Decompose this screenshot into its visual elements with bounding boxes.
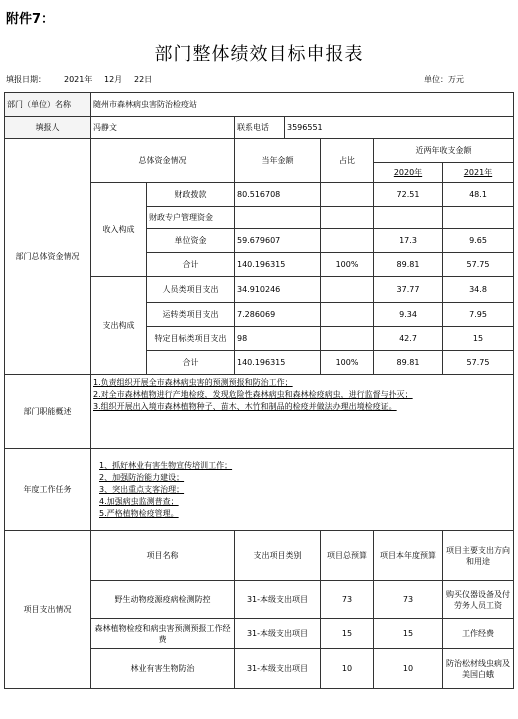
project-name: 森林植物检疫和病虫害预测预报工作经费 — [91, 619, 235, 649]
income-row-ratio — [321, 183, 374, 207]
tasks-content — [91, 449, 514, 531]
funds-col-ratio: 占比 — [321, 139, 374, 183]
dept-name-label: 部门（单位）名称 — [5, 93, 91, 117]
project-total: 15 — [321, 619, 374, 649]
projects-col-name: 项目名称 — [91, 531, 235, 581]
funds-section-label: 部门总体资金情况 — [5, 139, 91, 375]
task-line: 1、抓好林业有害生物宣传培训工作； — [99, 460, 233, 470]
projects-label: 项目支出情况 — [5, 531, 91, 689]
expense-row-2020: 42.7 — [374, 327, 443, 351]
phone-value: 3596551 — [285, 117, 514, 139]
task-line: 4.加强病虫监测普查； — [99, 496, 179, 506]
project-type: 31-本级支出项目 — [235, 649, 321, 689]
expense-row-2021: 34.8 — [443, 277, 514, 303]
page-title: 部门整体绩效目标申报表 — [154, 44, 364, 65]
income-row-2020 — [374, 207, 443, 229]
expense-row-2021: 15 — [443, 327, 514, 351]
project-use: 购买仪器设备及付劳务人员工资 — [443, 581, 514, 619]
duties-content — [91, 375, 514, 449]
expense-row-ratio — [321, 327, 374, 351]
expense-total-ratio: 100% — [321, 351, 374, 375]
filler-value: 冯静文 — [91, 117, 235, 139]
fill-date-day: 22日 — [134, 75, 153, 84]
expense-row-current: 7.286069 — [235, 303, 321, 327]
project-use: 防治松材线虫病及美国白蛾 — [443, 649, 514, 689]
expense-row-2020: 9.34 — [374, 303, 443, 327]
expense-row-2020: 37.77 — [374, 277, 443, 303]
income-row-2021: 9.65 — [443, 229, 514, 253]
project-type: 31-本级支出项目 — [235, 581, 321, 619]
income-total-name: 合计 — [147, 253, 235, 277]
expense-row-ratio — [321, 277, 374, 303]
expense-label: 支出构成 — [91, 277, 147, 375]
income-row-name: 财政专户管理资金 — [147, 207, 235, 229]
filler-row — [5, 117, 514, 139]
task-line: 2、加强防治能力建设； — [99, 472, 185, 482]
projects-col-total: 项目总预算 — [321, 531, 374, 581]
duties-line: 3.组织开展出入境市森林植物种子、苗木、木竹和制品的检疫并做法办理出境检疫证。 — [93, 402, 397, 411]
project-year-budget: 73 — [374, 581, 443, 619]
project-total: 73 — [321, 581, 374, 619]
phone-label: 联系电话 — [235, 117, 285, 139]
expense-row-name: 特定目标类项目支出 — [147, 327, 235, 351]
expense-total-current: 140.196315 — [235, 351, 321, 375]
projects-header-row — [5, 531, 514, 581]
projects-col-type: 支出项目类别 — [235, 531, 321, 581]
year-2020: 2020年 — [393, 168, 423, 177]
fill-date-year: 2021年 — [64, 75, 93, 84]
income-label: 收入构成 — [91, 183, 147, 277]
duties-row — [5, 375, 514, 449]
projects-col-use: 项目主要支出方向和用途 — [443, 531, 514, 581]
funds-header-row — [5, 139, 514, 163]
project-use: 工作经费 — [443, 619, 514, 649]
tasks-row — [5, 449, 514, 531]
income-row-ratio — [321, 229, 374, 253]
expense-row-name: 人员类项目支出 — [147, 277, 235, 303]
project-total: 10 — [321, 649, 374, 689]
income-row-2020: 17.3 — [374, 229, 443, 253]
year-2021: 2021年 — [463, 168, 493, 177]
filler-label: 填报人 — [5, 117, 91, 139]
expense-total-2020: 89.81 — [374, 351, 443, 375]
income-row-2021 — [443, 207, 514, 229]
project-type: 31-本级支出项目 — [235, 619, 321, 649]
task-line: 3、突出重点支客治理； — [99, 484, 185, 494]
income-row-2021: 48.1 — [443, 183, 514, 207]
expense-row-current: 34.910246 — [235, 277, 321, 303]
funds-col-recent: 近两年收支金额 — [374, 139, 514, 163]
income-row-current — [235, 207, 321, 229]
dept-name-value: 随州市森林病虫害防治检疫站 — [91, 93, 514, 117]
expense-total-name: 合计 — [147, 351, 235, 375]
performance-form-table — [4, 92, 514, 689]
project-name: 林业有害生物防治 — [91, 649, 235, 689]
annex-label: 附件7： — [6, 12, 55, 27]
duties-line: 1.负责组织开展全市森林病虫害的预测预报和防治工作； — [93, 378, 293, 387]
project-year-budget: 15 — [374, 619, 443, 649]
duties-line: 2.对全市森林植物进行产地检疫，发现危险性森林病虫和森林检疫病虫，进行监督与扑灭； — [93, 390, 413, 399]
funds-col-current: 当年金额 — [235, 139, 321, 183]
expense-row-name: 运转类项目支出 — [147, 303, 235, 327]
projects-col-year: 项目本年度预算 — [374, 531, 443, 581]
income-row-ratio — [321, 207, 374, 229]
task-line: 5.严格植物检疫管理。 — [99, 508, 179, 518]
fill-date-month: 12月 — [104, 75, 123, 84]
income-total-current: 140.196315 — [235, 253, 321, 277]
income-row-name: 财政拨款 — [147, 183, 235, 207]
expense-total-2021: 57.75 — [443, 351, 514, 375]
tasks-label: 年度工作任务 — [5, 449, 91, 531]
duties-label: 部门职能概述 — [5, 375, 91, 449]
income-row-current: 59.679607 — [235, 229, 321, 253]
income-row-name: 单位资金 — [147, 229, 235, 253]
project-year-budget: 10 — [374, 649, 443, 689]
project-name: 野生动物疫源疫病检测防控 — [91, 581, 235, 619]
unit-label: 单位：万元 — [424, 75, 464, 84]
expense-row-2021: 7.95 — [443, 303, 514, 327]
fill-date-label: 填报日期： — [6, 75, 46, 84]
expense-row-current: 98 — [235, 327, 321, 351]
expense-row-ratio — [321, 303, 374, 327]
income-row-current: 80.516708 — [235, 183, 321, 207]
income-total-2020: 89.81 — [374, 253, 443, 277]
income-total-2021: 57.75 — [443, 253, 514, 277]
income-total-ratio: 100% — [321, 253, 374, 277]
funds-col-overall: 总体资金情况 — [91, 139, 235, 183]
income-row-2020: 72.51 — [374, 183, 443, 207]
dept-row — [5, 93, 514, 117]
